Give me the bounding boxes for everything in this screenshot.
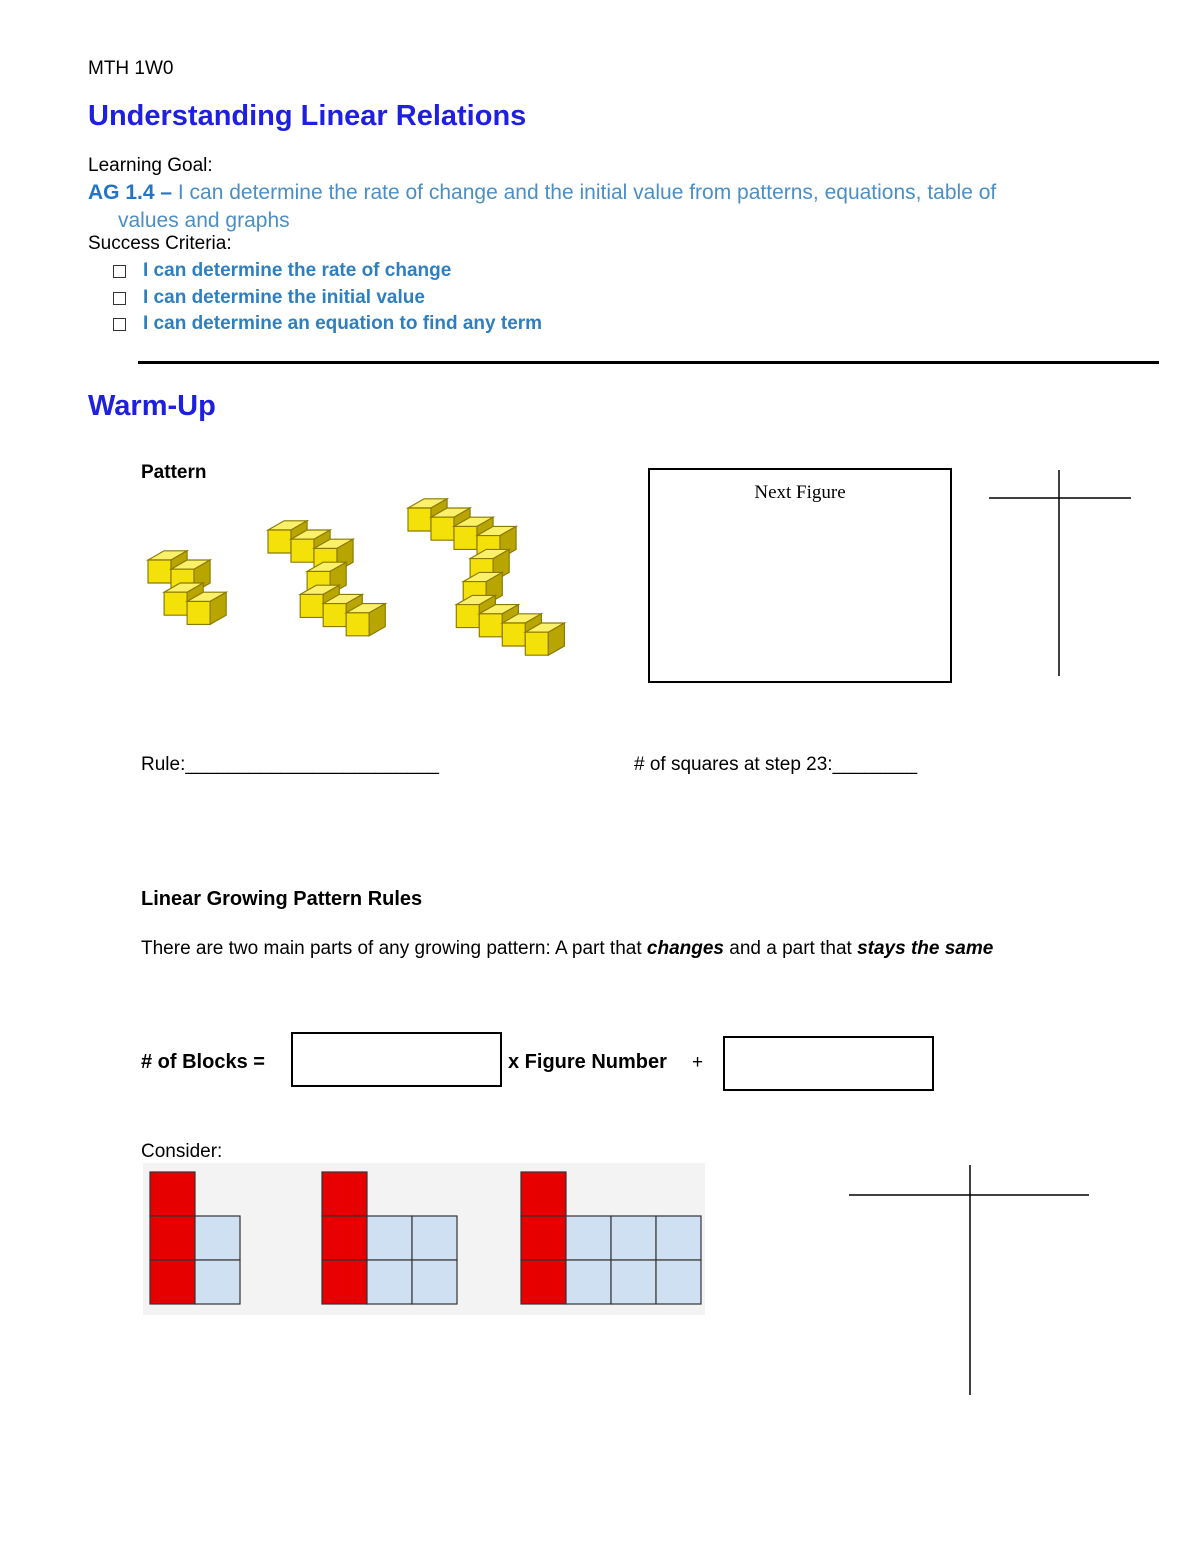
- linear-rules-heading: Linear Growing Pattern Rules: [141, 888, 423, 910]
- learning-goal: [88, 179, 1128, 235]
- initial-value-answer-box[interactable]: [723, 1036, 934, 1091]
- rule-answer-line[interactable]: Rule:________________________: [141, 754, 439, 775]
- learning-goal-code: AG 1.4 –: [88, 181, 173, 204]
- figure-number-label: x Figure Number: [508, 1051, 667, 1073]
- warmup-heading: Warm-Up: [88, 390, 216, 422]
- learning-goal-label: Learning Goal:: [88, 155, 213, 176]
- criteria-text: I can determine an equation to find any term: [143, 313, 543, 334]
- next-figure-box[interactable]: [648, 468, 952, 683]
- intro-mid: and a part that: [723, 938, 858, 959]
- checkbox-icon[interactable]: [113, 292, 126, 305]
- learning-goal-text-2: values and graphs: [118, 209, 290, 232]
- pattern-figure-2: [268, 521, 385, 636]
- linear-rules-intro: [141, 938, 993, 960]
- criteria-item: [113, 313, 542, 335]
- rate-answer-box[interactable]: [291, 1032, 502, 1087]
- section-divider: [138, 361, 1159, 364]
- blocks-label: # of Blocks =: [141, 1051, 265, 1073]
- next-figure-label: Next Figure: [754, 482, 846, 503]
- cube-pattern-figures: [130, 490, 590, 720]
- intro-changes: changes: [646, 938, 724, 959]
- page-title: Understanding Linear Relations: [88, 100, 527, 132]
- pattern-figure-1: [148, 551, 226, 625]
- criteria-text: I can determine the initial value: [143, 287, 425, 308]
- t-chart-warmup[interactable]: [985, 468, 1135, 680]
- t-chart-consider[interactable]: [845, 1163, 1095, 1399]
- consider-label: Consider:: [141, 1141, 223, 1162]
- course-code: MTH 1W0: [88, 58, 174, 79]
- pattern-figure-3: [408, 499, 564, 655]
- pattern-label: Pattern: [141, 462, 207, 483]
- learning-goal-text-1: I can determine the rate of change and the initial value from patterns, equations, table of: [172, 181, 997, 204]
- intro-stays: stays the same: [857, 938, 994, 959]
- checkbox-icon[interactable]: [113, 318, 126, 331]
- success-criteria-label: Success Criteria:: [88, 233, 232, 254]
- criteria-item: [113, 260, 451, 282]
- checkbox-icon[interactable]: [113, 265, 126, 278]
- block-pattern-figures: [143, 1163, 705, 1315]
- plus-sign: +: [692, 1052, 704, 1073]
- criteria-text: I can determine the rate of change: [143, 260, 452, 281]
- intro-prefix: There are two main parts of any growing pattern: A part that: [141, 938, 647, 959]
- step-23-answer-line[interactable]: # of squares at step 23:________: [634, 754, 918, 775]
- criteria-item: [113, 287, 425, 309]
